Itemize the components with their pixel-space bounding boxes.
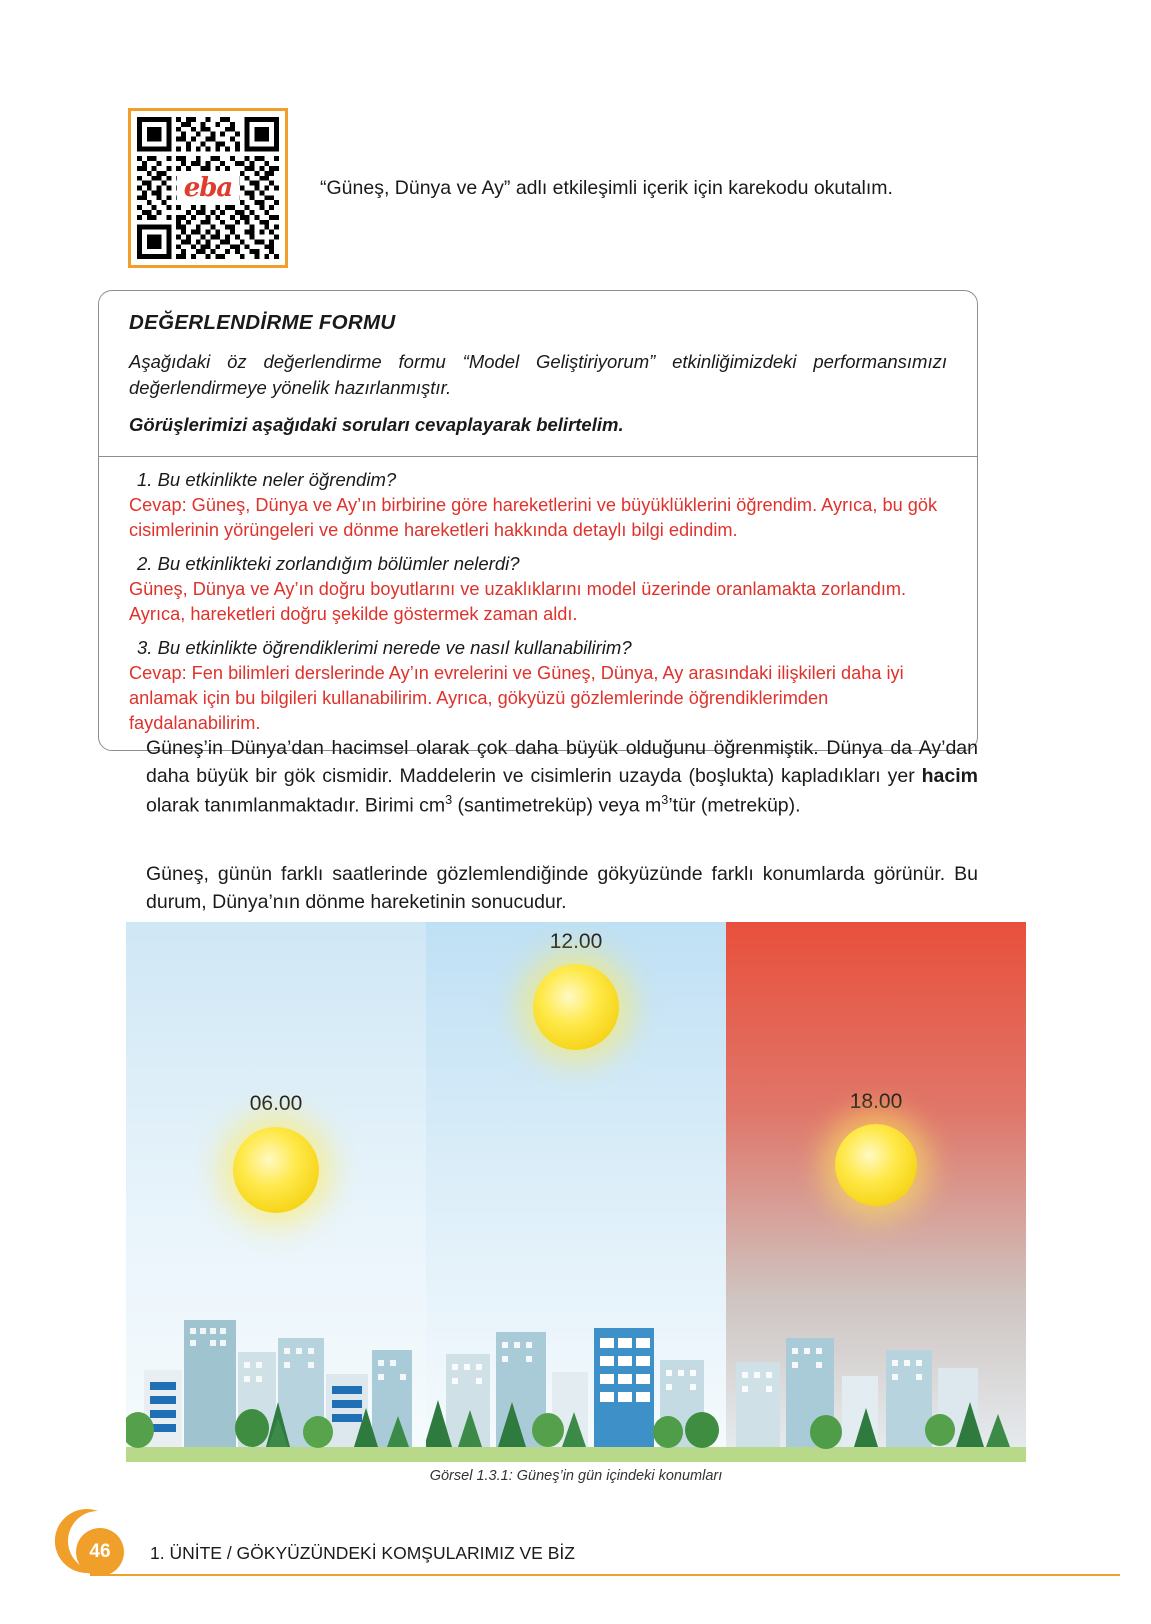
cityscape-illustration — [726, 1242, 1026, 1462]
footer-unit-text: 1. ÜNİTE / GÖKYÜZÜNDEKİ KOMŞULARIMIZ VE BİZ — [150, 1542, 575, 1563]
footer-bar — [90, 1532, 1120, 1576]
form-answer-1[interactable]: Cevap: Güneş, Dünya ve Ay’ın birbirine göre hareketlerini ve büyüklüklerini öğrendim. Ayrıca, bu gök cisimlerinin yörüngeleri ve dönme hareketleri hakkında detaylı bilgi edindim. — [129, 494, 938, 540]
sun-icon — [533, 964, 619, 1050]
time-label-noon: 12.00 — [549, 930, 603, 953]
figure-caption: Görsel 1.3.1: Güneş’in gün içindeki konumları — [429, 1468, 723, 1484]
paragraph-volume-sup2: 3 — [661, 792, 669, 807]
figure-panel-evening — [726, 922, 1026, 1462]
paragraph-volume-part4: ’tür (metreküp). — [668, 794, 801, 817]
page-number-badge: 46 — [76, 1528, 124, 1576]
qr-code-row — [128, 108, 893, 268]
time-label-morning: 06.00 — [249, 1092, 303, 1115]
eba-logo: eba — [177, 171, 240, 205]
form-answer-2[interactable]: Güneş, Dünya ve Ay’ın doğru boyutlarını ve uzaklıklarını model üzerinde oranlamakta zorlandım. Ayrıca, hareketleri doğru şekilde göstermek zaman aldı. — [129, 578, 907, 624]
paragraph-volume-part1: Güneş’in Dünya’dan hacimsel olarak çok daha büyük olduğunu öğrenmiştik. Dünya da Ay’dan daha büyük bir gök cismidir. Maddelerin ve cisimlerin uzayda (boşlukta) kapladıkları yer — [146, 736, 978, 788]
figure-panel-noon — [426, 922, 726, 1462]
sun-icon — [233, 1127, 319, 1213]
form-title: DEĞERLENDİRME FORMU — [129, 311, 396, 334]
time-label-evening: 18.00 — [849, 1090, 903, 1113]
form-question-1: 1. Bu etkinlikte neler öğrendim? — [137, 468, 397, 490]
paragraph-volume-part2: olarak tanımlanmaktadır. Birimi cm — [146, 794, 446, 817]
evaluation-form — [98, 290, 978, 751]
evaluation-form-body — [99, 457, 977, 751]
form-question-3: 3. Bu etkinlikte öğrendiklerimi nerede ve nasıl kullanabilirim? — [137, 636, 632, 658]
paragraph-volume-bold: hacim — [921, 765, 978, 788]
sun-icon — [835, 1124, 917, 1206]
cityscape-illustration — [126, 1242, 426, 1462]
form-intro: Aşağıdaki öz değerlendirme formu “Model Geliştiriyorum” etkinliğimizdeki performansımızı değerlendirmeye yönelik hazırlanmıştır. — [129, 351, 947, 399]
qr-code-box[interactable] — [128, 108, 288, 268]
qr-caption: “Güneş, Dünya ve Ay” adlı etkileşimli içerik için karekodu okutalım. — [320, 176, 893, 199]
form-question-2: 2. Bu etkinlikteki zorlandığım bölümler nelerdi? — [137, 552, 520, 574]
form-subtitle: Görüşlerimizi aşağıdaki soruları cevaplayarak belirtelim. — [129, 413, 624, 435]
cityscape-illustration — [426, 1242, 726, 1462]
figure-panel-morning — [126, 922, 426, 1462]
paragraph-sun-positions: Güneş, günün farklı saatlerinde gözlemlendiğinde gökyüzünde farklı konumlarda görünür. Bu durum, Dünya’nın dönme hareketinin sonucudur. — [146, 862, 978, 914]
evaluation-form-header — [99, 291, 977, 452]
paragraph-volume-sup1: 3 — [445, 792, 453, 807]
figure-sun-positions — [126, 922, 1026, 1462]
paragraph-volume — [146, 734, 978, 820]
paragraph-volume-part3: (santimetreküp) veya m — [452, 794, 662, 817]
form-answer-3[interactable]: Cevap: Fen bilimleri derslerinde Ay’ın evrelerini ve Güneş, Dünya, Ay arasındaki ilişkileri daha iyi anlamak için bu bilgileri kullanabilirim. Ayrıca, gökyüzü gözlemlerinde öğrendiklerimden faydalanabilirim. — [129, 662, 904, 734]
